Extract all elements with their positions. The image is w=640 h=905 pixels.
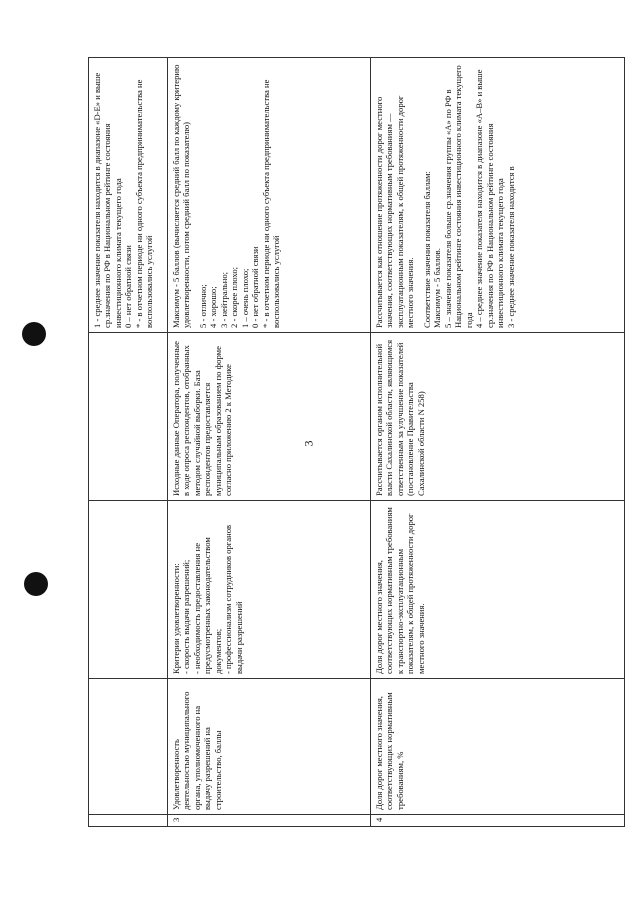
score-line: Максимум - 5 баллов. — [432, 248, 443, 328]
score-line: 4 - хорошо; — [208, 286, 219, 328]
score-line: 0 – нет обратной связи — [123, 245, 134, 328]
score-line: 3 - нейтрально; — [218, 271, 229, 328]
criteria-line: - необходимость предоставления не предусмотренных законодательством документов; — [191, 537, 223, 674]
source-cell: Исходные данные Оператора, полученные в ходе опроса респондентов, отобранных методом случайной выборки. База респондентов предоставляется муниципальным образованием по форме согласно приложению 2 к Методике — [168, 333, 371, 501]
criteria-line: - скорость выдачи разрешений; — [181, 559, 192, 674]
score-line: 5 – значение показателя больше ср.значения группы «A» по РФ в Национальном рейтинге состояния инвестиционного климата текущего года — [442, 65, 474, 328]
score-cell — [89, 58, 168, 333]
page-number: 3 — [301, 440, 316, 447]
name-cell: Удовлетворенность деятельностью муниципального органа, уполномоченного на выдачу разрешений на строительство, баллы — [168, 679, 371, 815]
name-cell — [89, 679, 168, 815]
score-line: Максимум - 5 баллов (вычисляется средний балл по каждому критерию удовлетворенности, потом средний балл по показателю) — [171, 64, 192, 328]
num-cell: 3 — [168, 815, 371, 827]
score-line: Соответствие значения показателя баллам: — [421, 171, 432, 328]
table-row — [168, 58, 371, 827]
name-cell: Доля дорог местного значения, соответствующих нормативным требованиям, % — [371, 679, 625, 815]
score-line: 5 - отлично; — [197, 284, 208, 328]
criteria-line: Критерии удовлетворенности: — [171, 563, 181, 674]
num-cell: 4 — [371, 815, 625, 827]
score-cell — [371, 58, 625, 333]
criteria-cell — [89, 501, 168, 679]
score-line: * - в отчетном периоде ни одного субъекта предпринимательства не воспользовались услугой — [133, 79, 155, 328]
score-line: Рассчитывается как отношение протяженности дорог местного значения, соответствующих нормативным требованиям — эксплуатационным показателям, к общей протяженности дорог местного значения. — [374, 95, 416, 328]
criteria-line: - профессионализм сотрудников органов выдачи разрешений — [223, 524, 244, 674]
score-line: * - в отчетном периоде ни одного субъекта предпринимательства не воспользовались услугой — [260, 79, 282, 328]
score-cell — [168, 58, 371, 333]
criteria-cell — [168, 501, 371, 679]
num-cell — [89, 815, 168, 827]
criteria-cell: Доля дорог местного значения, соответствующих нормативным требованиям к транспортно-эксплуатационным показателям, к общей протяженности дорог местного значения. — [371, 501, 625, 679]
table-row — [371, 58, 625, 827]
score-line: 1 – очень плохо; — [239, 268, 250, 328]
score-line: 0 - нет обратной связи — [250, 246, 261, 328]
indicators-table — [88, 57, 625, 827]
source-cell: Рассчитывается органом исполнительной власти Сахалинской области, являющимся ответственным за улучшение показателей (постановление Правительства Сахалинской области N 258) — [371, 333, 625, 501]
table-row — [89, 58, 168, 827]
rotated-table-wrapper — [88, 57, 625, 827]
score-line: 2 - скорее плохо; — [229, 266, 240, 328]
source-cell — [89, 333, 168, 501]
punch-hole — [24, 572, 48, 596]
punch-hole — [22, 322, 46, 346]
score-line: 4 – среднее значение показателя находится в диапазоне «A–B» и выше ср.значения по РФ в Национальном рейтинге состояния инвестиционного климата текущего года — [474, 69, 506, 328]
score-line: 1 - среднее значение показателя находится в диапазоне «D-E» и выше ср.значения по РФ в Национальном рейтинге состояния инвестиционного климата текущего года — [92, 72, 123, 328]
score-line: 3 - среднее значение показателя находится в — [505, 166, 516, 328]
